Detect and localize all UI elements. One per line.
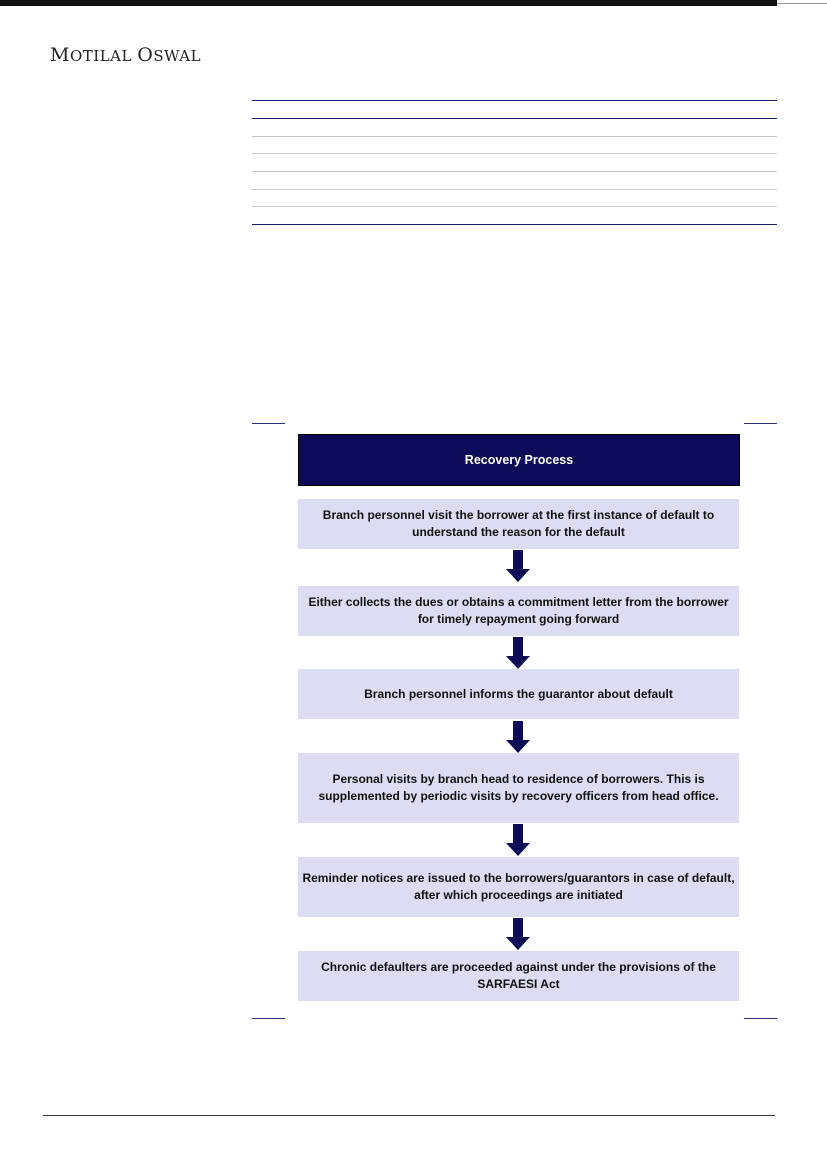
down-arrow-icon [506,721,530,753]
step-5: Reminder notices are issued to the borrowers/guarantors in case of default, after which proceedings are initiated [298,857,739,917]
brand-logo [50,44,201,66]
table-row-rule [252,206,777,207]
frame-corner-tr [744,423,777,424]
table-row-rule [252,153,777,154]
step-2: Either collects the dues or obtains a commitment letter from the borrower for timely repayment going forward [298,586,739,636]
step-3: Branch personnel informs the guarantor about default [298,669,739,719]
brand-word-2: SWAL [153,47,202,65]
top-bar-rule [777,3,827,4]
table-bottom-rule [252,224,777,225]
table-top-rule [252,100,777,101]
brand-initial-2: O [137,44,154,66]
top-bar-block [0,0,777,6]
down-arrow-icon [506,918,530,950]
step-1: Branch personnel visit the borrower at the first instance of default to understand the reason for the default [298,499,739,549]
table-header-rule [252,118,777,119]
flowchart-title: Recovery Process [298,434,740,486]
table-row-rule [252,136,777,137]
top-bar [0,0,827,6]
frame-corner-bl [252,1018,285,1019]
brand-word-1: OTILAL [69,47,132,65]
down-arrow-icon [506,637,530,669]
frame-corner-br [744,1018,777,1019]
table-row-rule [252,189,777,190]
step-4: Personal visits by branch head to residence of borrowers. This is supplemented by periodic visits by recovery officers from head office. [298,753,739,823]
down-arrow-icon [506,550,530,582]
frame-corner-tl [252,423,285,424]
down-arrow-icon [506,824,530,856]
step-6: Chronic defaulters are proceeded against under the provisions of the SARFAESI Act [298,951,739,1001]
empty-table [252,100,777,226]
brand-initial-1: M [50,44,70,66]
table-row-rule [252,171,777,172]
footer-rule [43,1115,775,1116]
